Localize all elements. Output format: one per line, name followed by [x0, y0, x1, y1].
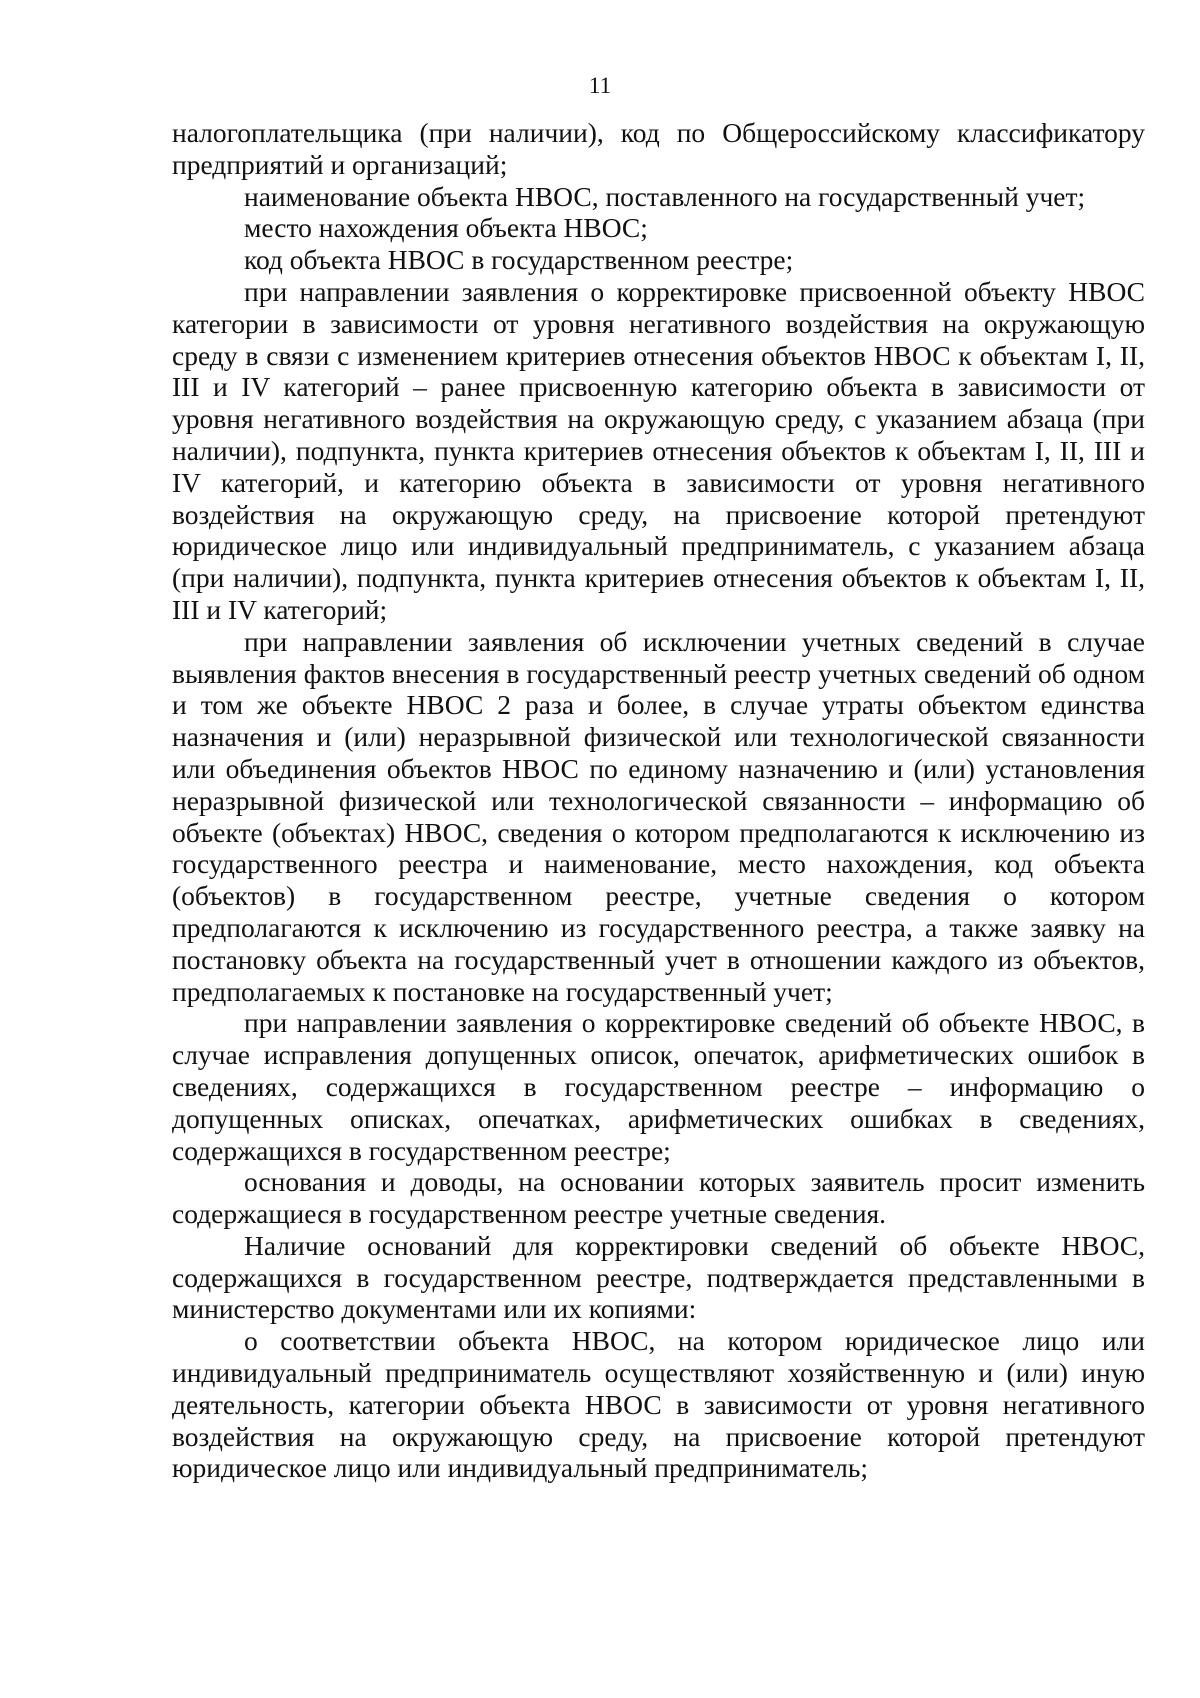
paragraph-category-compliance: о соответствии объекта НВОС, на котором юридическое лицо или индивидуальный предприниматель осуществляют хозяйственную и (или) иную деятельность, категории объекта НВОС в зависимости от уровня негативного воздействия на окружающую среду, на присвоение которой претендуют юридическое лицо или индивидуальный предприниматель; — [172, 1325, 1145, 1484]
page-number: 11 — [588, 73, 612, 98]
paragraph-grounds: основания и доводы, на основании которых заявитель просит изменить содержащиеся в государственном реестре учетные сведения. — [172, 1166, 1145, 1230]
paragraph-taxpayer-code: налогоплательщика (при наличии), код по Общероссийскому классификатору предприятий и организаций; — [172, 117, 1145, 180]
paragraph-exclusion-request: при направлении заявления об исключении учетных сведений в случае выявления фактов внесения в государственный реестр учетных сведений об одном и том же объекте НВОС 2 раза и более, в случае утраты объектом единства назначения и (или) неразрывной физической или технологической связанности или объединения объектов НВОС по единому назначению и (или) установления неразрывной физической или технологической связанности – информацию об объекте (объектах) НВОС, сведения о котором предполагаются к исключению из государственного реестра и наименование, место нахождения, код объекта (объектов) в государственном реестре, учетные сведения о котором предполагаются к исключению из государственного реестра, а также заявку на постановку объекта на государственный учет в отношении каждого из объектов, предполагаемых к постановке на государственный учет; — [172, 625, 1145, 1007]
paragraph-object-code: код объекта НВОС в государственном реестре; — [244, 244, 794, 276]
paragraph-object-location: место нахождения объекта НВОС; — [244, 212, 648, 244]
paragraph-object-name: наименование объекта НВОС, поставленного на государственный учет; — [244, 180, 1086, 212]
document-body — [172, 117, 1145, 1484]
paragraph-supporting-documents: Наличие оснований для корректировки сведений об объекте НВОС, содержащихся в государственном реестре, подтверждается представленными в министерство документами или их копиями: — [172, 1229, 1145, 1325]
paragraph-category-correction: при направлении заявления о корректировке присвоенной объекту НВОС категории в зависимости от уровня негативного воздействия на окружающую среду в связи с изменением критериев отнесения объектов НВОС к объектам I, II, III и IV категорий – ранее присвоенную категорию объекта в зависимости от уровня негативного воздействия на окружающую среду, с указанием абзаца (при наличии), подпункта, пункта критериев отнесения объектов к объектам I, II, III и IV категорий, и категорию объекта в зависимости от уровня негативного воздействия на окружающую среду, на присвоение которой претендуют юридическое лицо или индивидуальный предприниматель, с указанием абзаца (при наличии), подпункта, пункта критериев отнесения объектов к объектам I, II, III и IV категорий; — [172, 275, 1145, 625]
paragraph-error-correction: при направлении заявления о корректировке сведений об объекте НВОС, в случае исправления допущенных описок, опечаток, арифметических ошибок в сведениях, содержащихся в государственном реестре – информацию о допущенных описках, опечатках, арифметических ошибках в сведениях, содержащихся в государственном реестре; — [172, 1007, 1145, 1166]
